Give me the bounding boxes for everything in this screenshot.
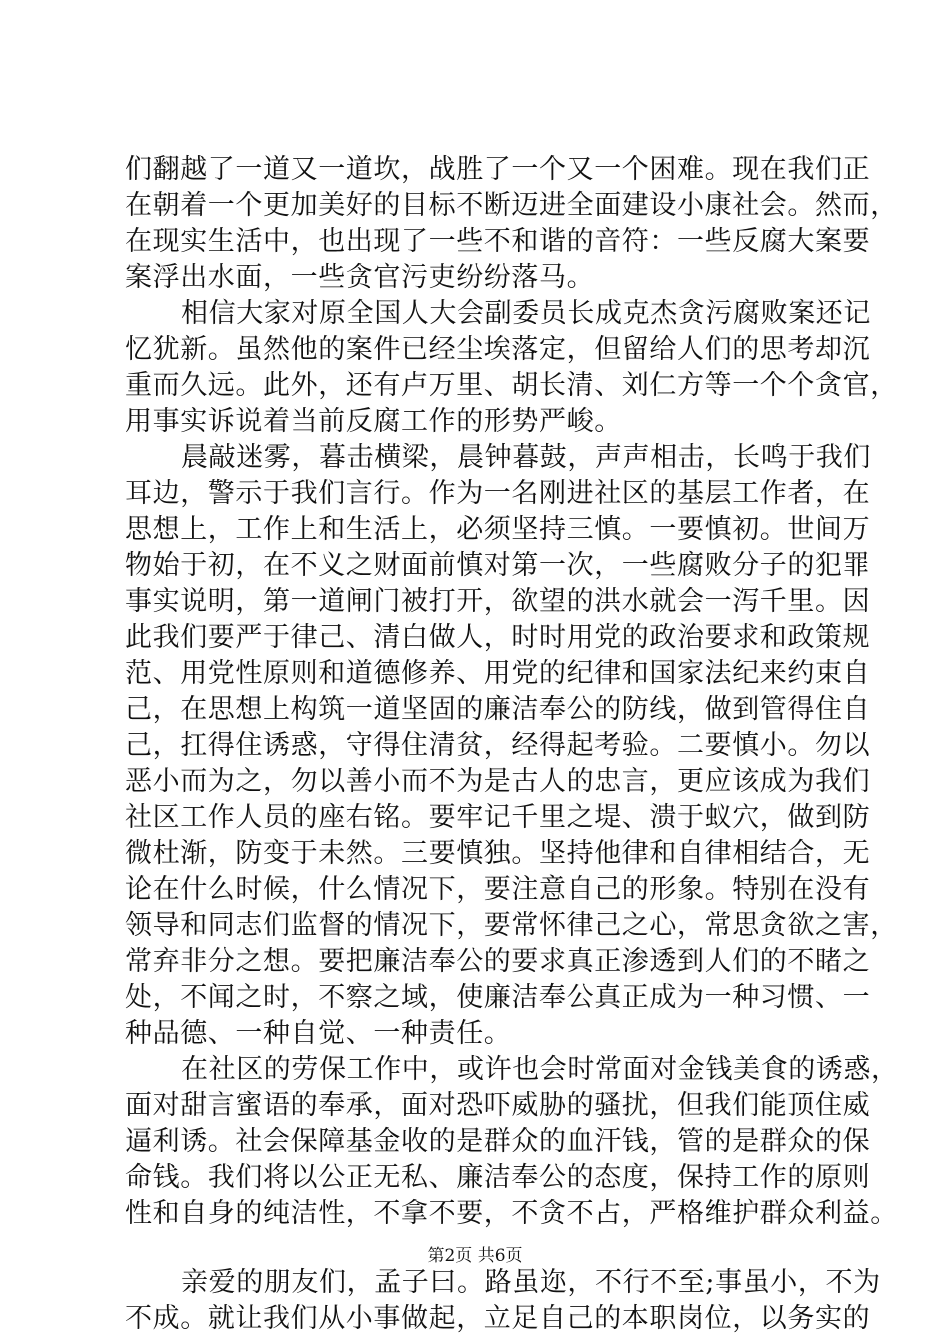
text-line: 恶小而为之，勿以善小而不为是古人的忠言，更应该成为我们	[125, 766, 871, 797]
text-line: 处，不闻之时，不察之域，使廉洁奉公真正成为一种习惯、一	[125, 982, 871, 1013]
text-line: 性和自身的纯洁性，不拿不要，不贪不占，严格维护群众利益。	[125, 1198, 898, 1229]
text-line: 在朝着一个更加美好的目标不断迈进全面建设小康社会。然而，	[125, 190, 898, 221]
text-line: 思想上，工作上和生活上，必须坚持三慎。一要慎初。世间万	[125, 514, 871, 545]
text-line: 不成。就让我们从小事做起，立足自己的本职岗位，以务实的	[125, 1303, 871, 1334]
text-line: 己，扛得住诱惑，守得住清贫，经得起考验。二要慎小。勿以	[125, 730, 871, 761]
text-line: 们翻越了一道又一道坎，战胜了一个又一个困难。现在我们正	[125, 154, 871, 185]
text-line: 种品德、一种自觉、一种责任。	[125, 1018, 512, 1049]
text-line: 耳边，警示于我们言行。作为一名刚进社区的基层工作者，在	[125, 478, 871, 509]
text-line: 物始于初，在不义之财面前慎对第一次，一些腐败分子的犯罪	[125, 550, 871, 581]
text-line: 领导和同志们监督的情况下，要常怀律己之心，常思贪欲之害，	[125, 910, 898, 941]
text-line: 面对甜言蜜语的奉承，面对恐吓威胁的骚扰，但我们能顶住威	[125, 1090, 871, 1121]
text-line: 相信大家对原全国人大会副委员长成克杰贪污腐败案还记	[181, 298, 871, 329]
text-line: 事实说明，第一道闸门被打开，欲望的洪水就会一泻千里。因	[125, 586, 871, 617]
text-line: 命钱。我们将以公正无私、廉洁奉公的态度，保持工作的原则	[125, 1162, 871, 1193]
text-line: 己，在思想上构筑一道坚固的廉洁奉公的防线，做到管得住自	[125, 694, 871, 725]
text-line: 案浮出水面，一些贪官污吏纷纷落马。	[125, 262, 595, 293]
text-line: 重而久远。此外，还有卢万里、胡长清、刘仁方等一个个贪官，	[125, 370, 898, 401]
text-line: 社区工作人员的座右铭。要牢记千里之堤、溃于蚁穴，做到防	[125, 802, 871, 833]
text-line: 用事实诉说着当前反腐工作的形势严峻。	[125, 406, 622, 437]
text-line: 逼利诱。社会保障基金收的是群众的血汗钱，管的是群众的保	[125, 1126, 871, 1157]
text-line: 此我们要严于律己、清白做人，时时用党的政治要求和政策规	[125, 622, 871, 653]
text-line: 在现实生活中，也出现了一些不和谐的音符：一些反腐大案要	[125, 226, 871, 257]
text-line: 忆犹新。虽然他的案件已经尘埃落定，但留给人们的思考却沉	[125, 334, 871, 365]
text-line: 亲爱的朋友们，孟子曰。路虽迩，不行不至;事虽小，不为	[181, 1267, 881, 1298]
text-line: 常弃非分之想。要把廉洁奉公的要求真正渗透到人们的不睹之	[125, 946, 871, 977]
text-line: 范、用党性原则和道德修养、用党的纪律和国家法纪来约束自	[125, 658, 871, 689]
text-line: 微杜渐，防变于未然。三要慎独。坚持他律和自律相结合，无	[125, 838, 871, 869]
body-text	[125, 152, 899, 1337]
page-footer: 第2页 共6页	[427, 1246, 523, 1266]
text-line: 晨敲迷雾，暮击横梁，晨钟暮鼓，声声相击，长鸣于我们	[181, 442, 871, 473]
text-line: 在社区的劳保工作中，或许也会时常面对金钱美食的诱惑，	[181, 1054, 899, 1085]
text-line: 论在什么时候，什么情况下，要注意自己的形象。特别在没有	[125, 874, 871, 905]
